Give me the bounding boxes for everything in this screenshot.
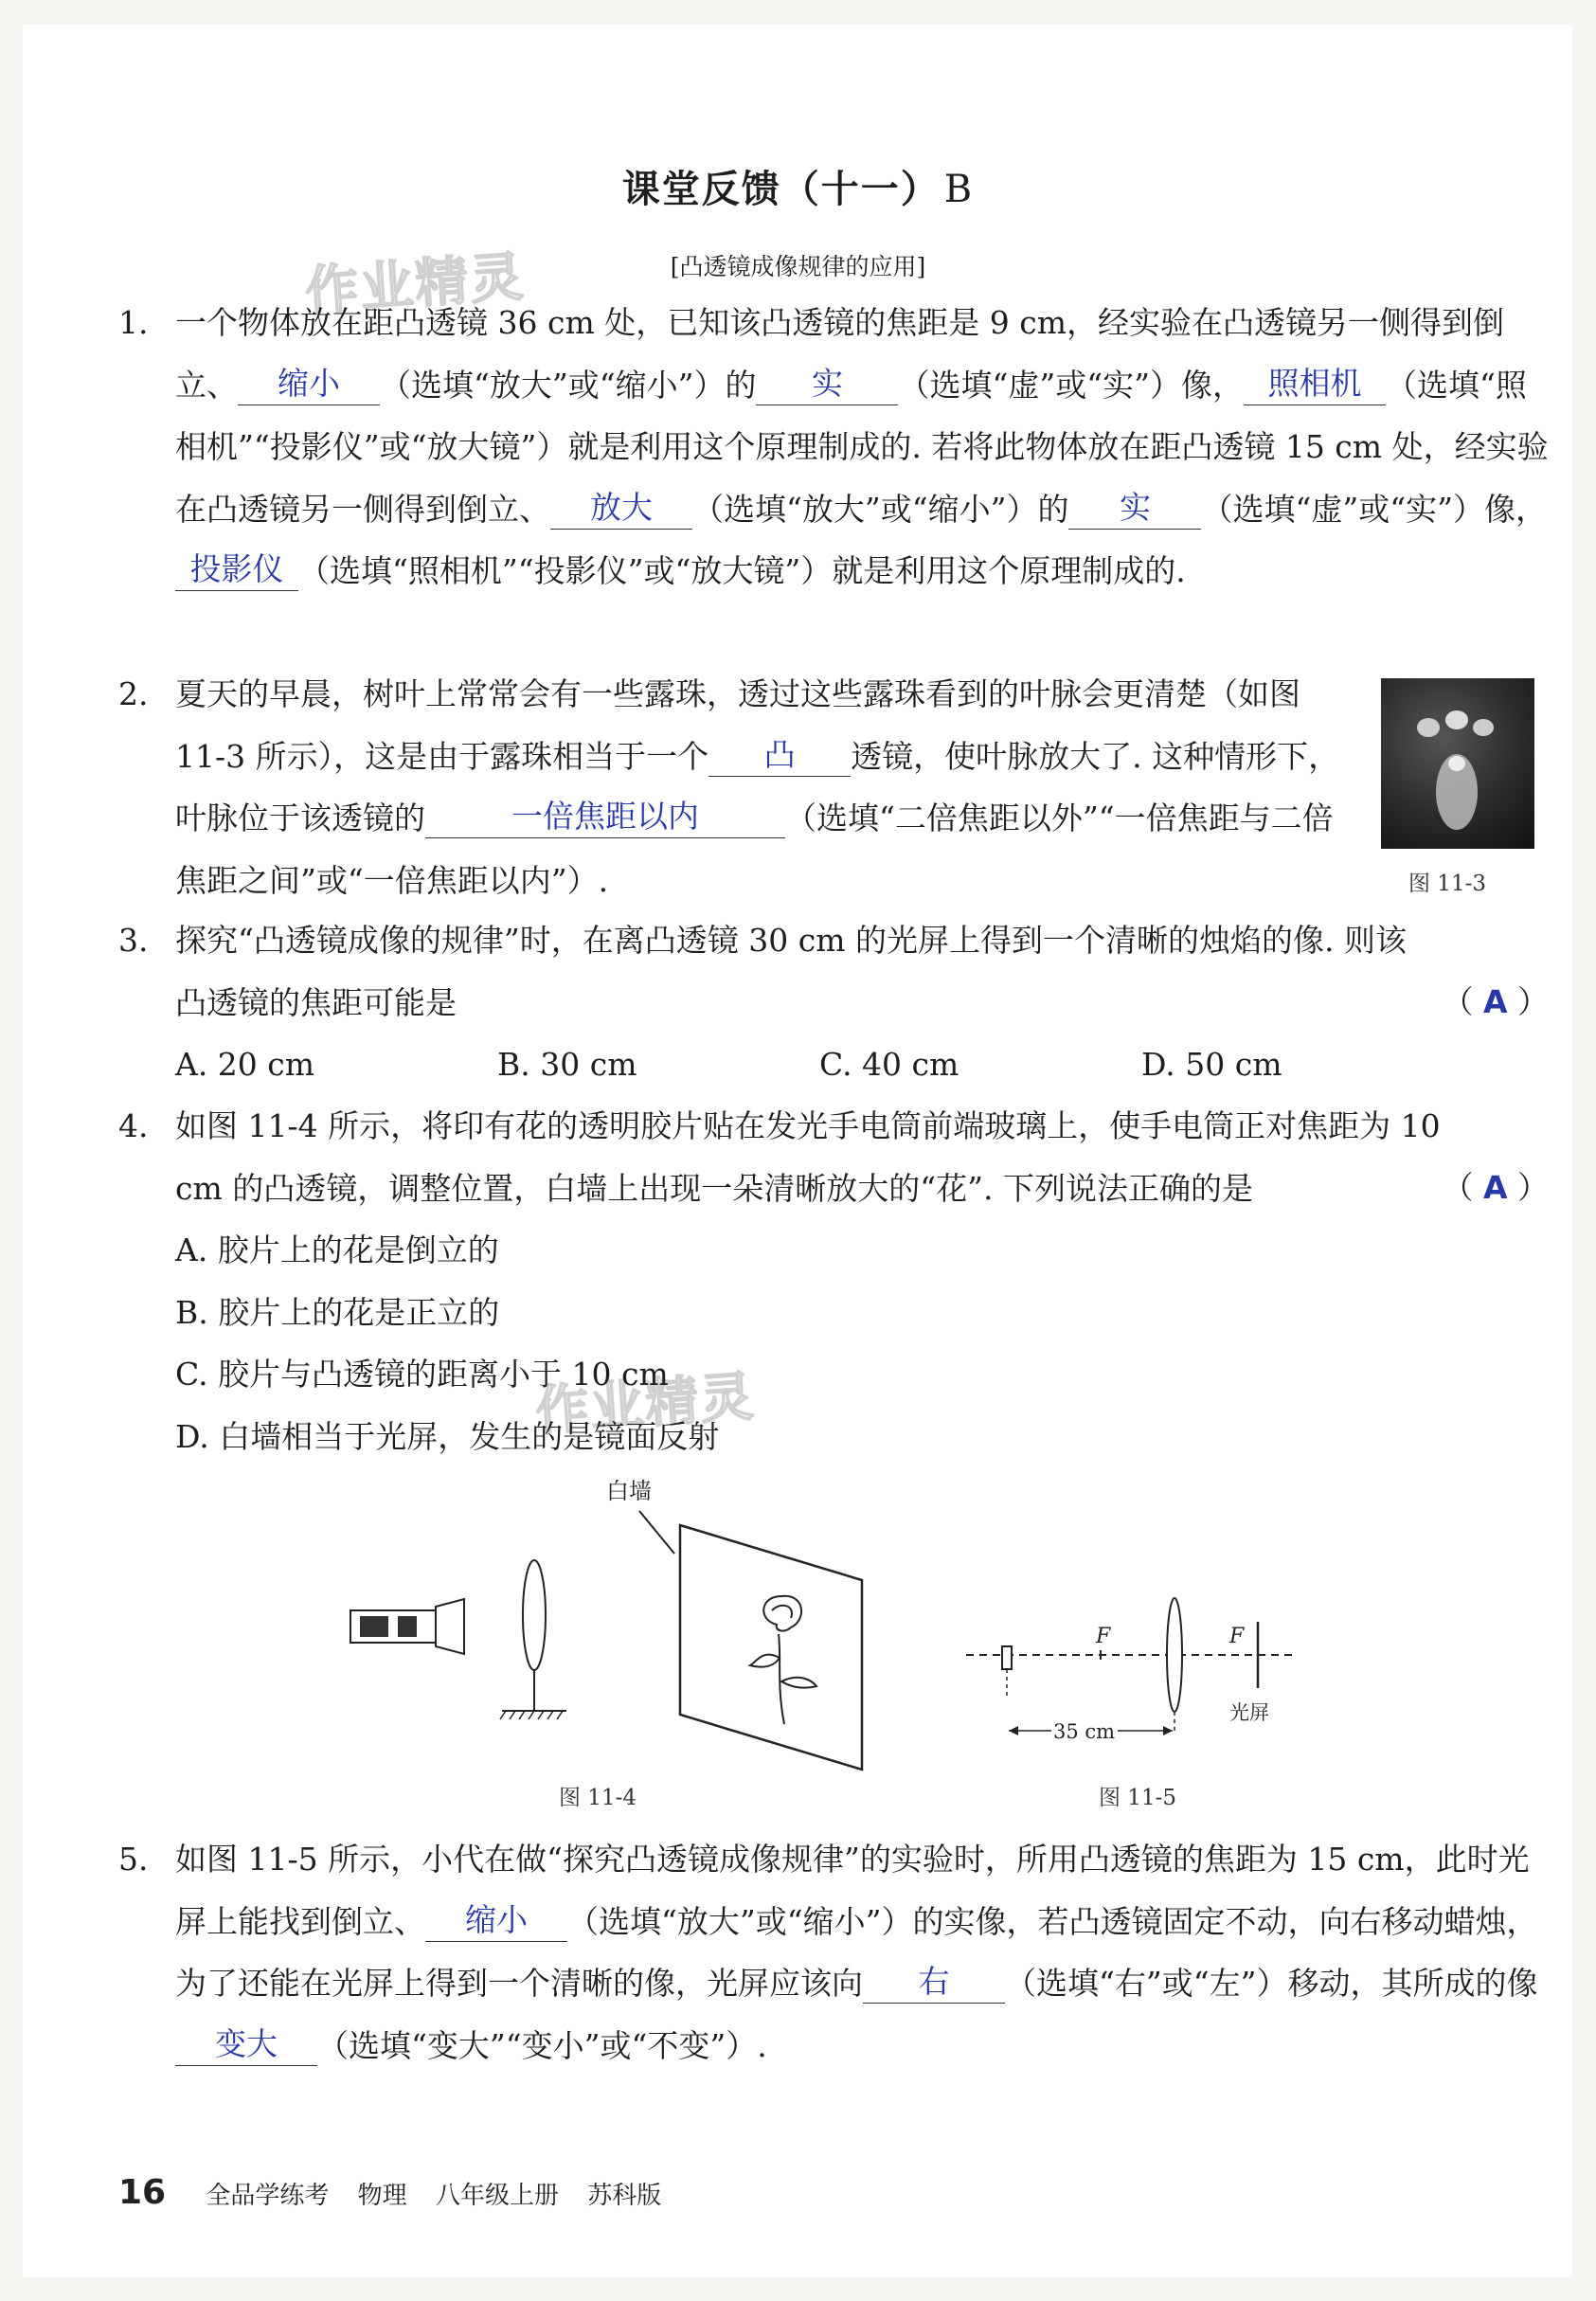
book-title: 全品学练考 [206, 2182, 330, 2210]
focus-label-left: F [1096, 1625, 1111, 1648]
question-number: 4. [118, 1107, 149, 1144]
answer-blank[interactable]: 右 [863, 1961, 1005, 2004]
edition: 苏科版 [587, 2182, 662, 2210]
distance-label: 35 cm [1053, 1720, 1116, 1743]
answer-blank[interactable]: 凸 [708, 734, 851, 777]
wall-label: 白墙 [606, 1478, 652, 1504]
choice-answer[interactable]: A [1482, 983, 1508, 1020]
option[interactable]: A. 20 cm [175, 1046, 315, 1083]
figure-11-5 [957, 1563, 1336, 1819]
option[interactable]: D. 50 cm [1141, 1046, 1282, 1083]
screen-label: 光屏 [1229, 1701, 1269, 1724]
answer-blank[interactable]: 变大 [175, 2023, 317, 2066]
question-3: 3. 探究“凸透镜成像的规律”时，在离凸透镜 30 cm 的光屏上得到一个清晰的烛焰的像. 则该凸透镜的焦距可能是 （ A ） A. 20 cm B. 30 cm C. 40 cm D. 50 cm [118, 909, 1549, 1096]
answer-blank[interactable]: 投影仪 [175, 548, 298, 591]
page-footer [118, 2173, 682, 2212]
question-2: 2. 夏天的早晨，树叶上常常会有一些露珠，透过这些露珠看到的叶脉会更清楚（如图 11-3 所示），这是由于露珠相当于一个 凸 透镜，使叶脉放大了. 这种情形下，叶脉位于该透镜的 一倍焦距以内 （选填“二倍焦距以外”“一倍焦距与二倍焦距之间”或“一倍焦距以内”）. [118, 663, 1350, 911]
answer-paren: （ A ） [1442, 983, 1549, 1020]
title-suffix: B [943, 168, 975, 211]
subject: 物理 [357, 2182, 407, 2210]
option[interactable]: B. 胶片上的花是正立的 [175, 1293, 500, 1331]
page-title: 课堂反馈（十一） B [621, 168, 975, 211]
answer-blank[interactable]: 缩小 [238, 363, 380, 405]
figure-11-4 [332, 1468, 900, 1819]
question-1: 1. 一个物体放在距凸透镜 36 cm 处，已知该凸透镜的焦距是 9 cm，经实验在凸透镜另一侧得到倒立、 缩小 （选填“放大”或“缩小”）的 实 （选填“虚”或“实”）像， 照相机 （选填“照相机”“投影仪”或“放大镜”）就是利用这个原理制成的. 若将此物体放在距凸透镜 15 cm 处，经实验在凸透镜另一侧得到倒立、 放大 （选填“放大”或“缩小”）的 实 （选填“虚”或“实”）像，投影仪 （选填“照相机”“投影仪”或“放大镜”）就是利用这个原理制成的. [118, 292, 1549, 602]
answer-blank[interactable]: 实 [756, 363, 898, 405]
page-number: 16 [118, 2173, 167, 2212]
answer-blank[interactable]: 实 [1068, 487, 1201, 530]
question-number: 1. [118, 304, 149, 341]
focus-label-right: F [1229, 1625, 1245, 1648]
watermark-2: 作业精灵 [533, 1365, 758, 1444]
figure-caption: 图 11-3 [1408, 872, 1486, 896]
question-number: 3. [118, 922, 149, 959]
watermark: 作业精灵 [303, 245, 528, 324]
choice-answer[interactable]: A [1482, 1169, 1508, 1206]
answer-paren: （ A ） [1442, 1169, 1549, 1206]
answer-blank[interactable]: 放大 [550, 487, 692, 530]
figure-caption: 图 11-4 [559, 1786, 637, 1810]
answer-blank[interactable]: 一倍焦距以内 [425, 796, 785, 838]
option[interactable]: B. 30 cm [497, 1046, 637, 1083]
answer-blank[interactable]: 缩小 [425, 1899, 567, 1942]
question-number: 5. [118, 1841, 149, 1878]
option[interactable]: C. 胶片与凸透镜的距离小于 10 cm [175, 1356, 669, 1393]
dewdrop-photo [1381, 678, 1534, 849]
options [175, 1034, 1549, 1096]
question-5: 5. 如图 11-5 所示，小代在做“探究凸透镜成像规律”的实验时，所用凸透镜的焦距为 15 cm，此时光屏上能找到倒立、 缩小 （选填“放大”或“缩小”）的实像，若凸透镜固定不动，向右移动蜡烛，为了还能在光屏上得到一个清晰的像，光屏应该向 右 （选填“右”或“左”）移动，其所成的像变大 （选填“变大”“变小”或“不变”）. [118, 1828, 1549, 2076]
answer-blank[interactable]: 照相机 [1244, 363, 1386, 405]
question-number: 2. [118, 675, 149, 712]
option[interactable]: A. 胶片上的花是倒立的 [175, 1231, 499, 1268]
question-4: 4. 如图 11-4 所示，将印有花的透明胶片贴在发光手电筒前端玻璃上，使手电筒正对焦距为 10 cm 的凸透镜，调整位置，白墙上出现一朵清晰放大的“花”. 下列说法正确的是 （ A ） A. 胶片上的花是倒立的 B. 胶片上的花是正立的 C. 胶片与凸透镜的距离小于 10 cm D. 白墙相当于光屏，发生的是镜面反射 [118, 1095, 1549, 1467]
section-subtitle: [凸透镜成像规律的应用] [670, 253, 926, 280]
option[interactable]: D. 白墙相当于光屏，发生的是镜面反射 [175, 1417, 720, 1455]
grade: 八年级上册 [435, 2182, 559, 2210]
figure-caption: 图 11-5 [1099, 1786, 1176, 1810]
option[interactable]: C. 40 cm [819, 1046, 959, 1083]
